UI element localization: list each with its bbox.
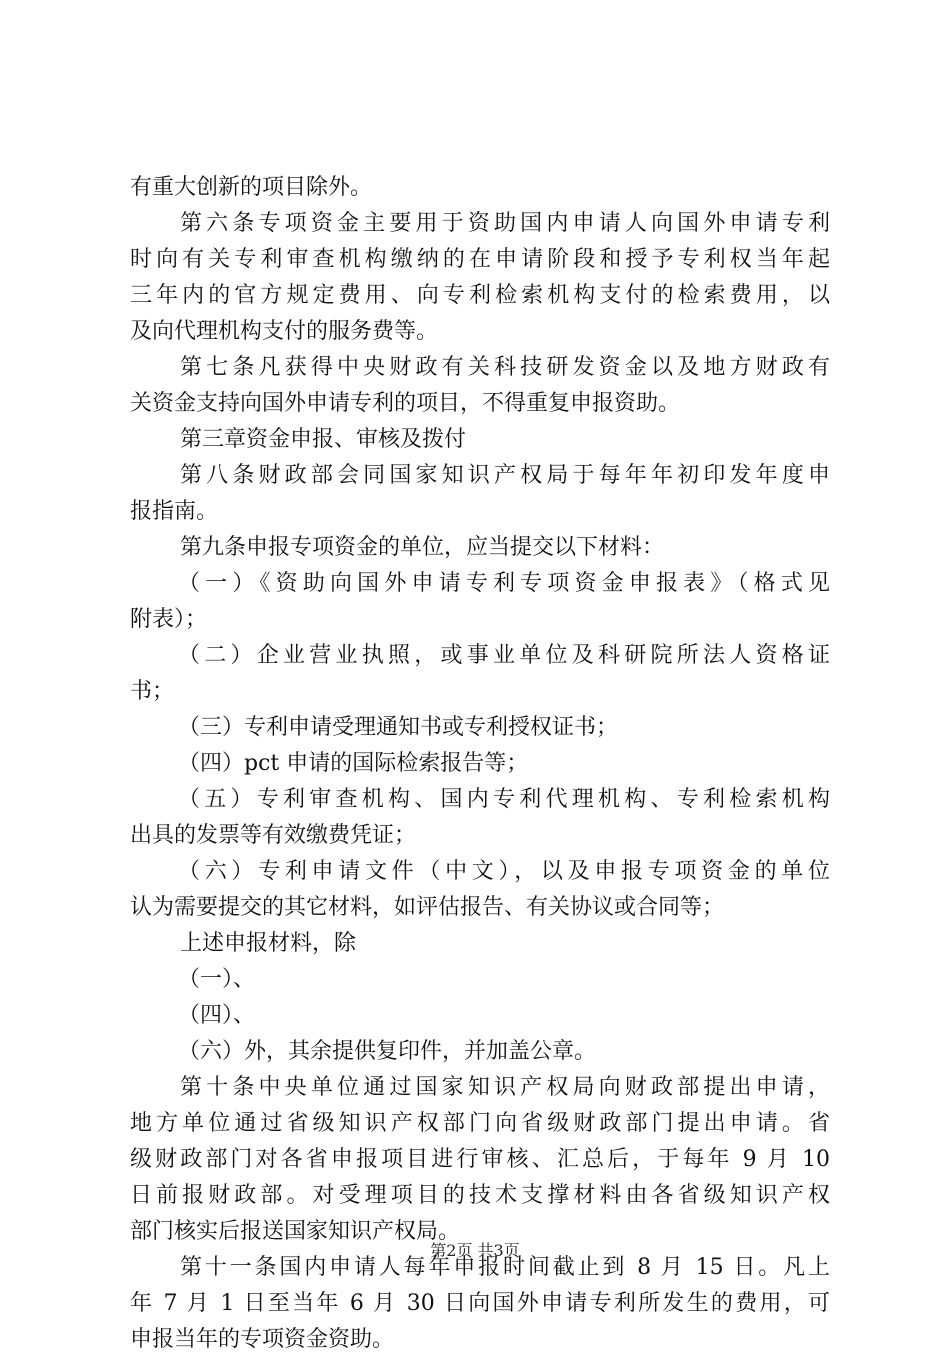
text-line: 有重大创新的项目除外。 bbox=[130, 175, 373, 200]
text-line: 出具的发票等有效缴费凭证； bbox=[130, 823, 417, 848]
text-line: 第九条申报专项资金的单位，应当提交以下材料： bbox=[180, 535, 665, 560]
text-line: 关资金支持向国外申请专利的项目，不得重复申报资助。 bbox=[130, 391, 681, 416]
text-line: （六）专利申请文件（中文），以及申报专项资金的单位 bbox=[178, 859, 830, 884]
text-line: 第八条财政部会同国家知识产权局于每年年初印发年度申 bbox=[180, 463, 830, 488]
text-line: （一）、 bbox=[178, 967, 256, 992]
text-line: 年 7 月 1 日至当年 6 月 30 日向国外申请专利所发生的费用，可 bbox=[130, 1291, 830, 1316]
text-line: 第七条凡获得中央财政有关科技研发资金以及地方财政有 bbox=[180, 355, 830, 380]
text-line: （五）专利审查机构、国内专利代理机构、专利检索机构 bbox=[178, 787, 830, 812]
text-line: （四）、 bbox=[178, 1003, 256, 1028]
text-line: 第六条专项资金主要用于资助国内申请人向国外申请专利 bbox=[180, 211, 830, 236]
text-line: （四）pct 申请的国际检索报告等； bbox=[178, 751, 529, 776]
text-line: （一）《资助向国外申请专利专项资金申报表》（格式见 bbox=[178, 571, 830, 596]
text-line: 上述申报材料，除 bbox=[180, 931, 357, 956]
text-line: （三）专利申请受理通知书或专利授权证书； bbox=[178, 715, 619, 740]
text-line: 时向有关专利审查机构缴纳的在申请阶段和授予专利权当年起 bbox=[130, 247, 830, 272]
text-line: （二）企业营业执照，或事业单位及科研院所法人资格证 bbox=[178, 643, 830, 668]
text-line: 地方单位通过省级知识产权部门向省级财政部门提出申请。省 bbox=[130, 1111, 830, 1136]
text-line: 认为需要提交的其它材料，如评估报告、有关协议或合同等； bbox=[130, 895, 725, 920]
text-line: 报指南。 bbox=[130, 499, 219, 524]
text-line: 及向代理机构支付的服务费等。 bbox=[130, 319, 439, 344]
text-line: 第十条中央单位通过国家知识产权局向财政部提出申请， bbox=[180, 1075, 830, 1100]
text-line: 部门核实后报送国家知识产权局。 bbox=[130, 1219, 461, 1244]
text-line: 附表）； bbox=[130, 607, 208, 632]
text-line: 申报当年的专项资金资助。 bbox=[130, 1327, 395, 1352]
text-line: 第十一条国内申请人每年申报时间截止到 8 月 15 日。凡上 bbox=[180, 1255, 830, 1280]
text-line: 日前报财政部。对受理项目的技术支撑材料由各省级知识产权 bbox=[130, 1183, 830, 1208]
text-line: 三年内的官方规定费用、向专利检索机构支付的检索费用，以 bbox=[130, 283, 830, 308]
text-line: （六）外，其余提供复印件，并加盖公章。 bbox=[178, 1039, 597, 1064]
section-heading: 第三章资金申报、审核及拨付 bbox=[180, 427, 467, 452]
text-line: 级财政部门对各省申报项目进行审核、汇总后，于每年 9 月 10 bbox=[130, 1147, 830, 1172]
page-number-footer: 第2页 共3页 bbox=[430, 1241, 520, 1260]
text-line: 书； bbox=[130, 679, 175, 704]
